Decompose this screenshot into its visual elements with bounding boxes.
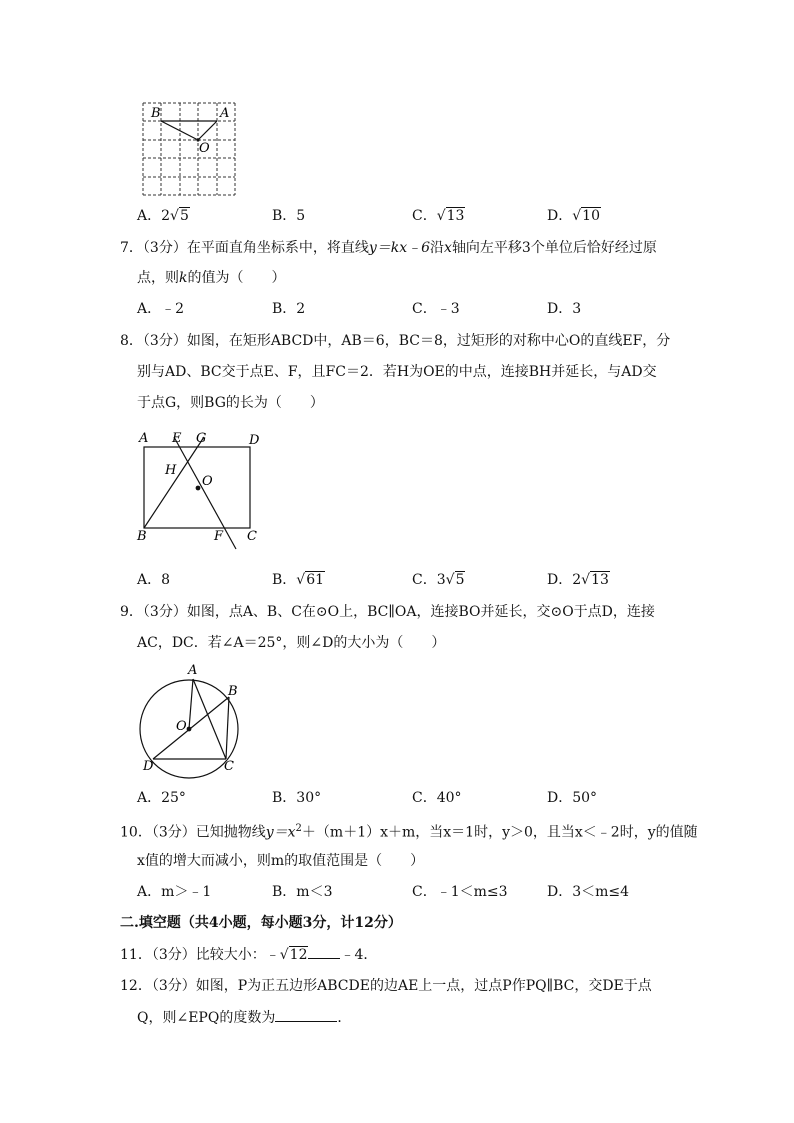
q8-option-a: A．8 [137, 572, 171, 588]
q9-label-c: C [224, 759, 234, 774]
q6-label-a: A [220, 106, 230, 121]
q9-option-a: A．25° [137, 790, 186, 806]
q7-option-d: D．3 [547, 301, 582, 317]
q9-line-2: AC，DC．若∠A＝25°，则∠D的大小为（ ） [137, 635, 446, 651]
q8-label-g: G [196, 431, 207, 446]
q9-label-a: A [188, 663, 198, 678]
q8-line-1: 8．（3分）如图，在矩形ABCD中，AB＝6，BC＝8，过矩形的对称中心O的直线EF，分 [120, 333, 671, 349]
q6-option-d: D．√10 [547, 208, 600, 224]
q8-label-f: F [214, 529, 224, 544]
q10-line-1: 10．（3分）已知抛物线$y=x^2+(m+1)x+m$，当x＝1时，y＞0，且当x＜﹣2时，y的值随 [120, 823, 698, 841]
q6-option-a: A．2√5 [137, 208, 189, 224]
q8-label-o: O [202, 474, 213, 489]
q10-option-d: D．3＜m≤4 [547, 884, 630, 900]
q9-circle-figure [136, 660, 251, 780]
q7-option-b: B．2 [272, 301, 306, 317]
q6-label-b: B [151, 106, 161, 121]
q11-answer-blank[interactable] [308, 944, 340, 959]
q9-option-b: B．30° [272, 790, 322, 806]
q6-grid-figure [136, 98, 246, 200]
q8-option-c: C．3√5 [412, 572, 465, 588]
q11-line: 11．（3分）比较大小：﹣√12 ﹣4． [120, 944, 377, 965]
q10-option-b: B．m＜3 [272, 884, 333, 900]
q8-line-3: 于点G，则BG的长为（ ） [137, 395, 324, 411]
q7-line-1: 7．（3分）在平面直角坐标系中，将直线y＝kx﹣6沿x轴向左平移3个单位后恰好经过原 [120, 240, 657, 256]
q7-option-c: C．﹣3 [412, 301, 460, 317]
q10-option-c: C．﹣1＜m≤3 [412, 884, 508, 900]
q8-label-h: H [165, 463, 177, 478]
q6-label-o: O [199, 141, 210, 156]
q6-option-c: C．√13 [412, 208, 465, 224]
q8-label-d: D [249, 433, 260, 448]
q8-label-a: A [139, 431, 149, 446]
q10-line-2: x值的增大而减小，则m的取值范围是（ ） [137, 853, 425, 869]
q8-label-e: E [172, 431, 182, 446]
q9-label-o: O [176, 719, 187, 734]
q12-line-2: Q，则∠EPQ的度数为 ． [137, 1007, 351, 1028]
q8-option-d: D．2√13 [547, 572, 609, 588]
q8-label-c: C [247, 529, 257, 544]
q9-option-c: C．40° [412, 790, 462, 806]
q9-label-b: B [228, 684, 238, 699]
q7-line-2: 点，则k的值为（ ） [137, 270, 286, 286]
q9-option-d: D．50° [547, 790, 598, 806]
q6-option-b: B．5 [272, 208, 306, 224]
q8-label-b: B [137, 529, 147, 544]
q8-rectangle-figure [134, 428, 269, 552]
q8-line-2: 别与AD、BC交于点E、F，且FC＝2．若H为OE的中点，连接BH并延长，与AD交 [137, 364, 657, 380]
q12-answer-blank[interactable] [275, 1007, 337, 1022]
q9-line-1: 9．（3分）如图，点A、B、C在⊙O上，BC∥OA，连接BO并延长，交⊙O于点D，连接 [120, 604, 655, 620]
q9-label-d: D [143, 759, 154, 774]
q10-option-a: A．m＞﹣1 [137, 884, 212, 900]
q12-line-1: 12．（3分）如图，P为正五边形ABCDE的边AE上一点，过点P作PQ∥BC，交DE于点 [120, 978, 652, 994]
q7-option-a: A．﹣2 [137, 301, 185, 317]
q8-option-b: B．√61 [272, 572, 325, 588]
section-2-title: 二.填空题（共4小题，每小题3分，计12分） [120, 915, 402, 931]
